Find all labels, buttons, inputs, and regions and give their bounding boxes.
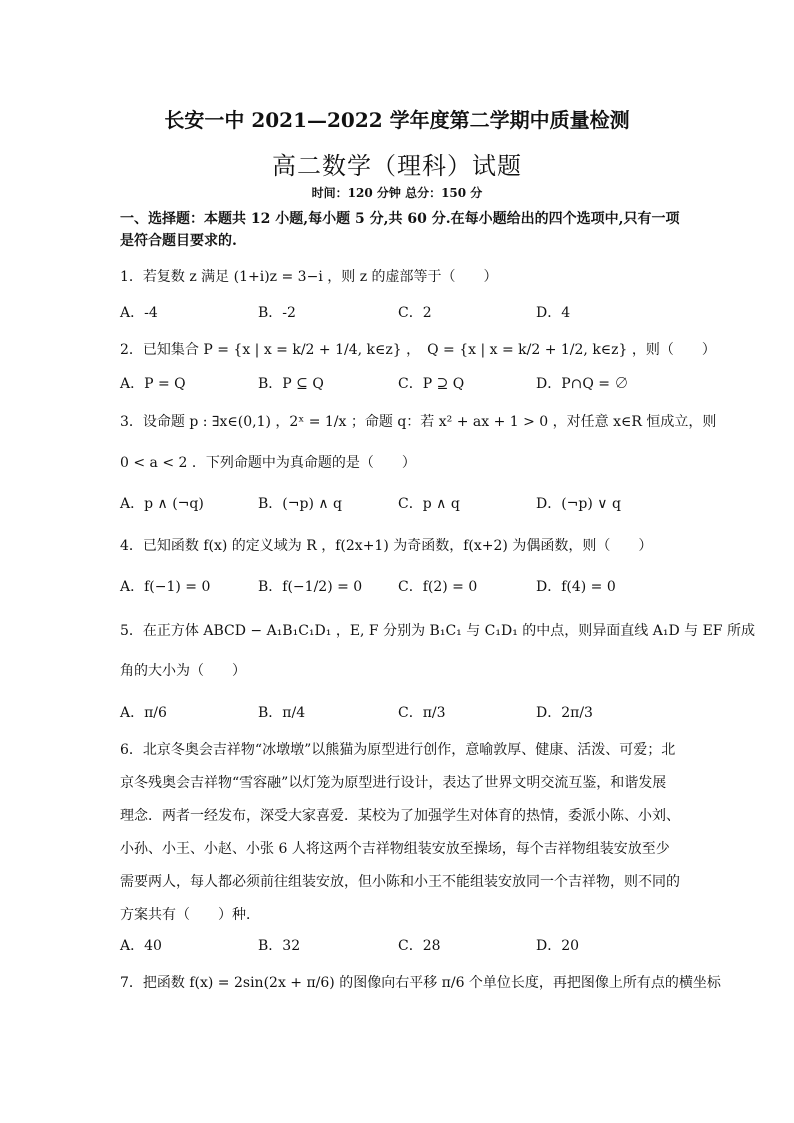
question-7: 7．把函数 f(x) = 2sin(2x + π/6) 的图像向右平移 π/6 个单位长度，再把图像上所有点的横坐标 — [120, 975, 721, 991]
q4-option-a: A．f(−1) = 0 — [120, 579, 211, 595]
q3-option-c: C．p ∧ q — [398, 496, 460, 512]
q1-option-c: C．2 — [398, 305, 432, 321]
q5-option-d: D．2π/3 — [536, 705, 593, 721]
q1-option-b: B．-2 — [258, 305, 296, 321]
question-3-cont: 0 < a < 2 ．下列命题中为真命题的是（ ） — [120, 455, 416, 471]
q6-option-d: D．20 — [536, 938, 580, 954]
q5-option-a: A．π/6 — [120, 705, 167, 721]
q6-option-b: B．32 — [258, 938, 301, 954]
section-heading: 一、选择题：本题共 12 小题,每小题 5 分,共 60 分.在每小题给出的四个选项中,只有一项是符合题目要求的. — [120, 211, 680, 249]
school-title: 长安一中 2021—2022 学年度第二学期中质量检测 — [164, 108, 630, 132]
q1-option-a: A．-4 — [120, 305, 158, 321]
q2-option-d: D．P∩Q = ∅ — [536, 376, 629, 392]
q3-option-b: B．(¬p) ∧ q — [258, 496, 343, 512]
question-1: 1．若复数 z 满足 (1+i)z = 3−i ，则 z 的虚部等于（ ） — [120, 269, 498, 285]
q4-option-d: D．f(4) = 0 — [536, 579, 616, 595]
q6-option-a: A．40 — [120, 938, 162, 954]
question-2: 2．已知集合 P = {x | x = k/2 + 1/4, k∈z} ， Q = {x | x = k/2 + 1/2, k∈z} ，则（ ） — [120, 342, 716, 358]
q1-option-d: D．4 — [536, 305, 571, 321]
q2-option-b: B．P ⊆ Q — [258, 376, 324, 392]
question-5-cont: 角的大小为（ ） — [120, 663, 246, 679]
question-6: 6．北京冬奥会吉祥物“冰墩墩”以熊猫为原型进行创作，意喻敦厚、健康、活泼、可爱；北京冬残奥会吉祥物“雪容融”以灯笼为原型进行设计，表达了世界文明交流互鉴，和谐发展理念．两者一经发布，深受大家喜爱．某校为了加强学生对体育的热情，委派小陈、小刘、小孙、小王、小赵、小张 6 人将这两个吉祥物组装安放至操场，每个吉祥物组装安放至少需要两人，每人都必须前往组装安放，但小陈和小王不能组装安放同一个吉祥物，则不同的方案共有（ ）种． — [120, 742, 680, 923]
q4-option-b: B．f(−1/2) = 0 — [258, 579, 363, 595]
subject-title: 高二数学（理科）试题 — [272, 152, 522, 180]
question-4: 4．已知函数 f(x) 的定义域为 R ，f(2x+1) 为奇函数，f(x+2) 为偶函数，则（ ） — [120, 538, 653, 554]
q3-option-d: D．(¬p) ∨ q — [536, 496, 621, 512]
q5-option-c: C．π/3 — [398, 705, 446, 721]
q2-option-a: A．P = Q — [120, 376, 186, 392]
q5-option-b: B．π/4 — [258, 705, 306, 721]
q3-option-a: A．p ∧ (¬q) — [120, 496, 204, 512]
q6-option-c: C．28 — [398, 938, 441, 954]
question-3: 3．设命题 p : ∃x∈(0,1) ，2ˣ = 1/x ；命题 q：若 x² + ax + 1 > 0 ，对任意 x∈R 恒成立，则 — [120, 414, 717, 430]
q4-option-c: C．f(2) = 0 — [398, 579, 478, 595]
q2-option-c: C．P ⊇ Q — [398, 376, 465, 392]
question-5: 5．在正方体 ABCD − A₁B₁C₁D₁ ，E, F 分别为 B₁C₁ 与 C₁D₁ 的中点，则异面直线 A₁D 与 EF 所成 — [120, 623, 755, 639]
time-info: 时间：120 分钟 总分：150 分 — [311, 186, 483, 200]
